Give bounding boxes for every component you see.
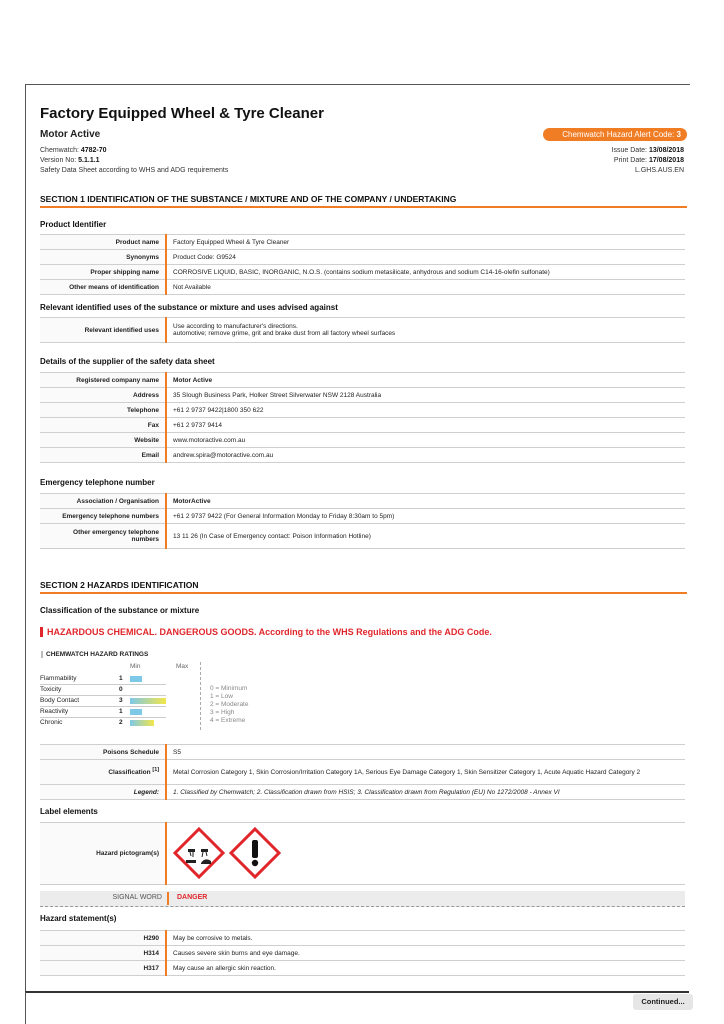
exclamation-mark-icon: [231, 829, 279, 877]
pictogram-table: [40, 822, 685, 885]
rating-label-chronic: Chronic: [40, 719, 63, 726]
row-key: Association / Organisation: [40, 494, 166, 509]
rating-bar: [130, 720, 154, 726]
label-elements-heading: Label elements: [40, 807, 98, 816]
table-row: [40, 403, 685, 418]
print-date-label: Print Date:: [613, 157, 647, 164]
version-number: 5.1.1.1: [78, 157, 100, 164]
rating-bar: [130, 709, 142, 715]
table-row: [40, 494, 685, 509]
header-meta-left: [40, 146, 228, 176]
table-row: [40, 524, 685, 549]
signal-word-row: [40, 891, 685, 907]
row-key: Other means of identification: [40, 280, 166, 295]
rating-label-flammability: Flammability: [40, 675, 77, 682]
classification-heading: Classification of the substance or mixture: [40, 606, 200, 615]
row-value: Motor Active: [166, 373, 685, 388]
ghs-pictograms: [173, 827, 283, 879]
statement-code: H317: [40, 961, 166, 976]
row-key: Address: [40, 388, 166, 403]
row-value: +61 2 9737 9422 (For General Information Monday to Friday 8:30am to 5pm): [166, 509, 685, 524]
statement-code: H290: [40, 931, 166, 946]
statement-code: H314: [40, 946, 166, 961]
ratings-scale: [210, 685, 248, 725]
row-key: Relevant identified uses: [40, 318, 166, 343]
row-value: [166, 318, 685, 343]
row-key: [40, 760, 166, 785]
row-value: 1. Classified by Chemwatch; 2. Classification drawn from HSIS; 3. Classification drawn from Regulation (EU) No 1272/2008 - Annex VI: [166, 785, 685, 800]
row-value: Metal Corrosion Category 1, Skin Corrosion/Irritation Category 1A, Serious Eye Damage Category 1, Skin Sensitizer Category 1, Acute Aquatic Hazard Category 2: [166, 760, 685, 785]
pictogram-cell: [166, 823, 685, 885]
row-key: Proper shipping name: [40, 265, 166, 280]
row-value: MotorActive: [166, 494, 685, 509]
row-value: CORROSIVE LIQUID, BASIC, INORGANIC, N.O.S. (contains sodium metasilicate, anhydrous and sodium C14-16-olefin sulfonate): [166, 265, 685, 280]
table-row: [40, 388, 685, 403]
signal-word-label: SIGNAL WORD: [112, 894, 162, 901]
row-key: Legend:: [40, 785, 166, 800]
section-2-rule: [40, 592, 687, 594]
emergency-heading: Emergency telephone number: [40, 478, 155, 487]
table-row: [40, 280, 685, 295]
uses-heading: Relevant identified uses of the substance or mixture and uses advised against: [40, 303, 338, 312]
product-identifier-heading: Product Identifier: [40, 220, 107, 229]
row-key: Emergency telephone numbers: [40, 509, 166, 524]
row-key: Synonyms: [40, 250, 166, 265]
rating-label-reactivity: Reactivity: [40, 708, 69, 715]
print-date: 17/08/2018: [648, 157, 684, 164]
ratings-divider: [200, 662, 201, 730]
chemwatch-label: Chemwatch:: [40, 147, 79, 154]
rating-value: 2: [119, 719, 123, 726]
page-frame-continuation: [25, 992, 26, 1024]
row-key: Product name: [40, 235, 166, 250]
row-key: Fax: [40, 418, 166, 433]
row-value: +61 2 9737 9422|1800 350 622: [166, 403, 685, 418]
section-1-rule: [40, 206, 687, 208]
scale-item: 1 = Low: [210, 693, 233, 700]
rating-value: 3: [119, 697, 123, 704]
table-row: [40, 433, 685, 448]
section-2-title: SECTION 2 HAZARDS IDENTIFICATION: [40, 580, 199, 590]
continued-button[interactable]: Continued...: [633, 994, 693, 1010]
classification-table: [40, 744, 685, 800]
rating-value: 1: [119, 708, 123, 715]
issue-date: 13/08/2018: [648, 147, 684, 154]
alert-code: 3: [676, 130, 681, 139]
supplier-table: [40, 372, 685, 463]
table-row: [40, 509, 685, 524]
statement-text: Causes severe skin burns and eye damage.: [166, 946, 685, 961]
table-row: [40, 250, 685, 265]
alert-label: Chemwatch Hazard Alert Code:: [562, 130, 675, 139]
emergency-table: [40, 493, 685, 549]
rating-value: 1: [119, 675, 123, 682]
row-key: Website: [40, 433, 166, 448]
row-key: Telephone: [40, 403, 166, 418]
row-value: www.motoractive.com.au: [166, 433, 685, 448]
table-row: [40, 785, 685, 800]
row-value: 35 Slough Business Park, Holker Street Silverwater NSW 2128 Australia: [166, 388, 685, 403]
row-value: S5: [166, 745, 685, 760]
product-identifier-table: [40, 234, 685, 295]
sds-note: Safety Data Sheet according to WHS and ADG requirements: [40, 167, 229, 174]
document-title: Factory Equipped Wheel & Tyre Cleaner: [40, 105, 324, 122]
row-value: 13 11 26 (In Case of Emergency contact: Poison Information Hotline): [166, 524, 685, 549]
row-value: Factory Equipped Wheel & Tyre Cleaner: [166, 235, 685, 250]
hazard-statements-table: [40, 930, 685, 976]
table-row: [40, 931, 685, 946]
table-row: [40, 448, 685, 463]
rating-bar: [130, 676, 142, 682]
row-key: Poisons Schedule: [40, 745, 166, 760]
scale-item: 2 = Moderate: [210, 701, 249, 708]
pictogram-label: Hazard pictogram(s): [40, 823, 166, 885]
row-key: Other emergency telephone numbers: [40, 524, 166, 549]
company-subtitle: Motor Active: [40, 129, 101, 140]
supplier-heading: Details of the supplier of the safety data sheet: [40, 357, 215, 366]
table-row: [40, 265, 685, 280]
table-row: [40, 823, 685, 885]
table-row: [40, 961, 685, 976]
corrosion-icon: [175, 829, 223, 877]
version-label: Version No:: [40, 157, 77, 164]
row-value: +61 2 9737 9414: [166, 418, 685, 433]
hazard-alert-badge: [543, 128, 687, 141]
table-row: [40, 235, 685, 250]
table-row: [40, 318, 685, 343]
ratings-max-label: Max: [176, 663, 189, 670]
uses-line-2: automotive; remove grime, grit and brake dust from all factory wheel surfaces: [173, 330, 396, 337]
uses-table: [40, 317, 685, 343]
scale-item: 3 = High: [210, 709, 235, 716]
uses-line-1: Use according to manufacturer's directions.: [173, 323, 298, 330]
table-row: [40, 745, 685, 760]
page-bottom-rule: [25, 991, 689, 993]
scale-item: 0 = Minimum: [210, 685, 248, 692]
section-1-title: SECTION 1 IDENTIFICATION OF THE SUBSTANCE / MIXTURE AND OF THE COMPANY / UNDERTAKING: [40, 194, 457, 204]
chemwatch-number: 4782-70: [80, 147, 107, 154]
ratings-min-label: Min: [130, 663, 141, 670]
document-code: L.GHS.AUS.EN: [634, 167, 684, 174]
issue-date-label: Issue Date:: [611, 147, 647, 154]
statement-text: May be corrosive to metals.: [166, 931, 685, 946]
hazard-ratings-title: CHEMWATCH HAZARD RATINGS: [41, 651, 148, 658]
row-value: Product Code: G9524: [166, 250, 685, 265]
statement-text: May cause an allergic skin reaction.: [166, 961, 685, 976]
rating-bar: [130, 698, 166, 704]
signal-word: DANGER: [177, 894, 208, 901]
table-row: [40, 373, 685, 388]
row-value: Not Available: [166, 280, 685, 295]
scale-item: 4 = Extreme: [210, 717, 246, 724]
table-row: [40, 418, 685, 433]
hazardous-chemical-banner: HAZARDOUS CHEMICAL. DANGEROUS GOODS. According to the WHS Regulations and the ADG Code.: [40, 627, 492, 637]
rating-label-body-contact: Body Contact: [40, 697, 80, 704]
row-key: Email: [40, 448, 166, 463]
classification-label: Classification: [108, 769, 151, 777]
table-row: [40, 760, 685, 785]
header-meta-right: [612, 146, 684, 176]
table-row: [40, 946, 685, 961]
hazard-statements-heading: Hazard statement(s): [40, 914, 117, 923]
row-value: andrew.spira@motoractive.com.au: [166, 448, 685, 463]
rating-label-toxicity: Toxicity: [40, 686, 62, 693]
rating-value: 0: [119, 686, 123, 693]
classification-footnote: [1]: [152, 767, 159, 774]
row-key: Registered company name: [40, 373, 166, 388]
